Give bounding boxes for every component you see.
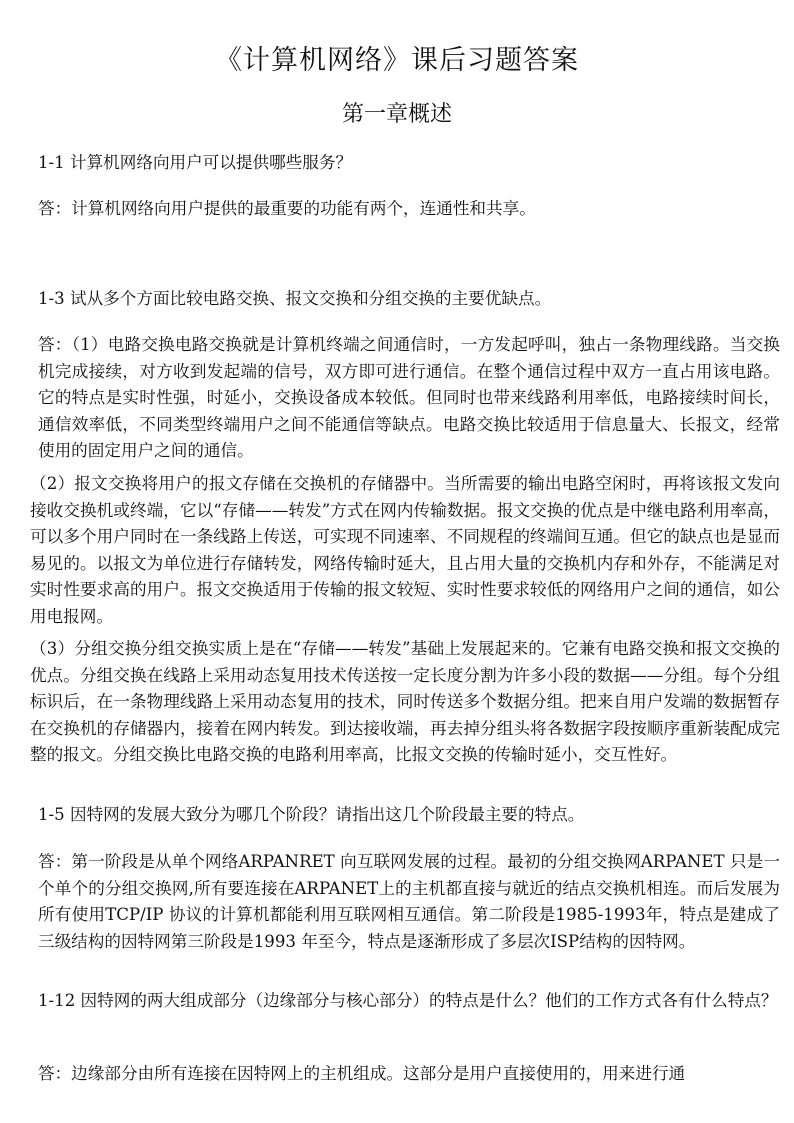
question-1-1: 1-1 计算机网络向用户可以提供哪些服务？ (38, 153, 353, 172)
answer-1-1: 答：计算机网络向用户提供的最重要的功能有两个，连通性和共享。 (38, 199, 536, 218)
document-title: 《计算机网络》课后习题答案 (215, 45, 579, 76)
chapter-title: 第一章概述 (341, 102, 452, 127)
answer-1-3-part-1: 答：（1）电路交换电路交换就是计算机终端之间通信时，一方发起呼叫，独占一条物理线路。当交换机完成接续，对方收到发起端的信号，双方即可进行通信。在整个通信过程中双方一直占用该电路。它的特点是实时性强，时延小，交换设备成本较低。但同时也带来线路利用率低，电路接续时间长，通信效率低，不同类型终端用户之间不能通信等缺点。电路交换比较适用于信息量大、长报文，经常使用的固定用户之间的通信。 (38, 335, 780, 461)
question-1-5: 1-5 因特网的发展大致分为哪几个阶段？请指出这几个阶段最主要的特点。 (38, 805, 585, 824)
answer-1-3-part-3: （3）分组交换分组交换实质上是在“存储——转发”基础上发展起来的。它兼有电路交换和报文交换的优点。分组交换在线路上采用动态复用技术传送按一定长度分割为许多小段的数据——分组。每个分组标识后，在一条物理线路上采用动态复用的技术，同时传送多个数据分组。把来自用户发端的数据暂存在交换机的存储器内，接着在网内转发。到达接收端，再去掉分组头将各数据字段按顺序重新装配成完整的报文。分组交换比电路交换的电路利用率高，比报文交换的传输时延小，交互性好。 (30, 639, 780, 765)
question-1-12: 1-12 因特网的两大组成部分（边缘部分与核心部分）的特点是什么？他们的工作方式各有什么特点？ (38, 991, 778, 1010)
answer-1-5: 答：第一阶段是从单个网络ARPANRET 向互联网发展的过程。最初的分组交换网ARPANET 只是一个单个的分组交换网,所有要连接在ARPANET上的主机都直接与就近的结点交换机相连。而后发展为所有使用TCP/IP 协议的计算机都能利用互联网相互通信。第二阶段是1985-1993年，特点是建成了三级结构的因特网第三阶段是1993 年至今，特点是逐渐形成了多层次ISP结构的因特网。 (38, 852, 780, 951)
answer-1-12: 答：边缘部分由所有连接在因特网上的主机组成。这部分是用户直接使用的，用来进行通 (38, 1064, 686, 1083)
answer-1-3-part-2: （2）报文交换将用户的报文存储在交换机的存储器中。当所需要的输出电路空闲时，再将该报文发向接收交换机或终端，它以“存储——转发”方式在网内传输数据。报文交换的优点是中继电路利用率高，可以多个用户同时在一条线路上传送，可实现不同速率、不同规程的终端间互通。但它的缺点也是显而易见的。以报文为单位进行存储转发，网络传输时延大，且占用大量的交换机内存和外存，不能满足对实时性要求高的用户。报文交换适用于传输的报文较短、实时性要求较低的网络用户之间的通信，如公用电报网。 (30, 474, 780, 626)
question-1-3: 1-3 试从多个方面比较电路交换、报文交换和分组交换的主要优缺点。 (38, 289, 552, 308)
